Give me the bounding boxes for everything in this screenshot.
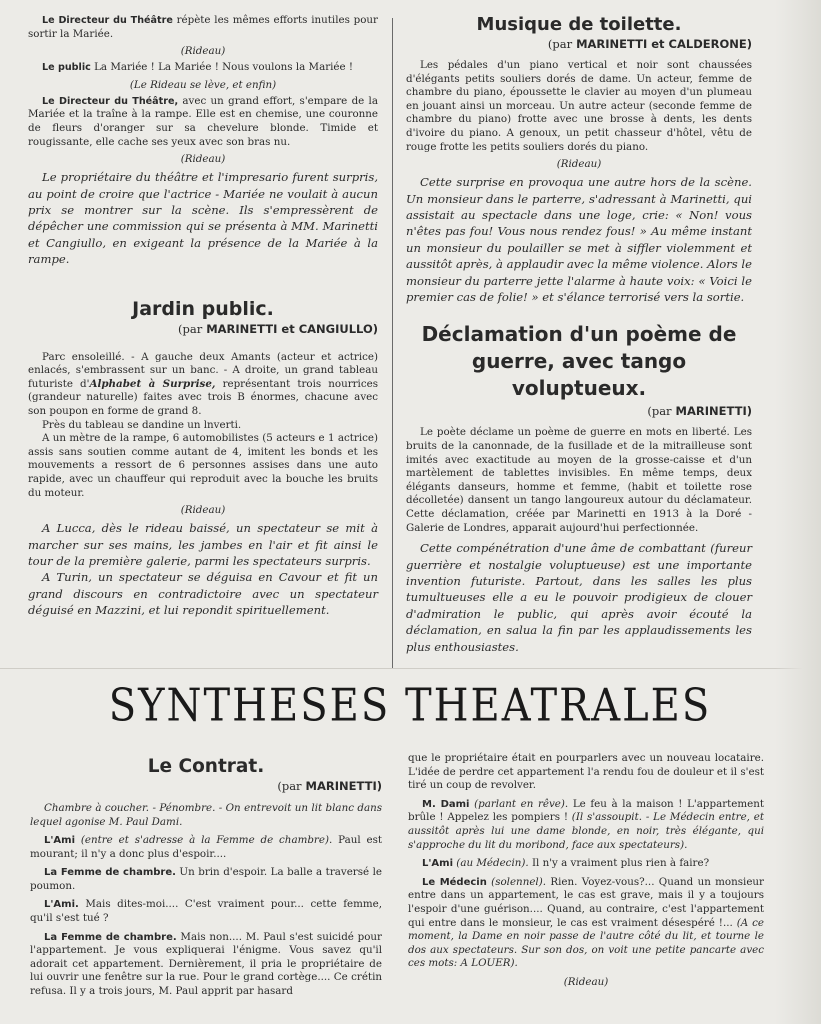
text: Rien. Voyez-vous?... Quand un monsieur entre dans un appartement, le cas est grave, mais il y a toujours l'espoir d'une guérison.... Quand, au contraire, c'est l'appartement qui entre dans le monsieur, le cas est vraiment désespéré !...: [408, 875, 764, 929]
paragraph: [28, 14, 378, 41]
byline-names: MARINETTI et CALDERONE): [572, 37, 752, 51]
rideau: (Rideau): [563, 975, 609, 988]
speaker: L'Ami.: [44, 899, 79, 911]
speaker: Le Directeur du Théâtre: [42, 15, 173, 26]
dialogue-line: [408, 876, 764, 971]
byline: [406, 37, 752, 51]
speaker: M. Dami: [422, 798, 470, 810]
text: Un brin d'espoir. La balle a traversé le poumon.: [30, 866, 382, 892]
speaker: La Femme de chambre.: [44, 867, 176, 879]
paragraph: Les pédales d'un piano vertical et noir sont chaussées d'élégants petits souliers dorés de dame. Un acteur, femme de chambre du piano, époussette le clavier au moyen d'un plumeau en jouant ainsi un morceau. Un autre acteur (seconde femme de chambre du piano) frotte avec une brosse à dents, les dents d'ivoire du piano. A genoux, un petit chasseur d'hôtel, vêtu de rouge frotte les petits souliers dorés du piano.: [406, 59, 752, 153]
italic-paragraph: Le propriétaire du théâtre et l'impresario furent surpris, au point de croire que l'actrice - Mariée ne voulait à aucun prix se montrer sur la scène. Ils s'empressèrent de dépêcher une commission qui se présenta à MM. Marinetti et Cangiullo, en exigeant la présence de la Mariée à la rampe.: [28, 170, 378, 267]
stage-direction: (A ce moment, la Dame en noir passe de l'autre côté du lit, et tourne le dos aux spectateurs. Sur son dos, on voit une petite pancarte avec ces mots: A LOUER).: [408, 916, 764, 970]
speaker: L'Ami: [422, 858, 454, 870]
section-title-jardin: Jardin public.: [132, 297, 274, 320]
byline-names: MARINETTI): [671, 404, 752, 419]
stage-direction: (parlant en rêve).: [469, 797, 569, 810]
rideau: (Rideau): [180, 153, 226, 166]
stage-direction: (au Médecin).: [453, 857, 529, 870]
section-title-declamation: Déclamation d'un poème de guerre, avec tango voluptueux.: [421, 322, 737, 401]
paragraph: [28, 95, 378, 149]
dialogue-line: [30, 866, 382, 893]
byline-par: (par: [547, 37, 573, 51]
stage-direction: (solennel).: [486, 875, 546, 888]
section-title-musique: Musique de toilette.: [476, 14, 682, 35]
text: Parc ensoleillé. - A gauche deux Amants (acteur et actrice) enlacés, s'embrassent sur un banc. - A droite, un grand tableau futuriste d': [28, 350, 378, 390]
text: Le feu à la maison ! L'appartement brûle ! Appelez les pompiers !: [408, 797, 764, 824]
section-divider: [0, 668, 821, 669]
text-italic: Alphabet à Surprise,: [89, 377, 216, 390]
paragraph: [28, 61, 378, 75]
italic-paragraph: Cette compénétration d'une âme de combattant (fureur guerrière et nostalgie voluptueuse) est une importante invention futuriste. Partout, dans les salles les plus tumultueuses elle a eu le pouvoir prodigieux de clouer d'admiration le public, qui après avoir écouté la déclamation, en salua la fin par les applaudissements les plus enthousiastes.: [406, 541, 752, 654]
byline-par: (par: [647, 404, 672, 419]
page-edge-shadow: [775, 0, 821, 1024]
italic-paragraph: Cette surprise en provoqua une autre hors de la scène. Un monsieur dans le parterre, s'adressant à Marinetti, qui assistait au spectacle dans une loge, crie: « Non! vous n'êtes pas fou! Vous nous rendez fous! » Au même instant un monsieur du poulailler se met à siffler violemment et aussitôt après, à applaudir avec la même violence. Alors le monsieur du parterre jette l'alarme à haute voix: « Voici le premier cas de folie! » et s'élance terrorisé vers la sortie.: [406, 175, 752, 304]
dialogue-line: [408, 798, 764, 852]
rideau: (Rideau): [180, 504, 226, 517]
text: Mais dites-moi.... C'est vraiment pour... cette femme, qu'il s'est tué ?: [30, 898, 382, 924]
byline: [406, 404, 752, 418]
text: Il n'y a vraiment plus rien à faire?: [528, 857, 710, 870]
byline: [28, 322, 378, 336]
speaker: L'Ami: [44, 835, 76, 846]
rideau: (Rideau): [180, 45, 226, 58]
text: Mais non.... M. Paul s'est suicidé pour l'appartement. Je vous expliquerai l'énigme. Vous savez qu'il adorait cet appartement. Dernièrement, il pria le propriétaire de lui ouvrir une fenêtre sur la rue. Pour le grand cortège.... Ce crétin refusa. Il y a trois jours, M. Paul apprit par hasard: [30, 930, 382, 997]
right-column: [406, 14, 752, 655]
stage-direction: (Le Rideau se lève, et enfin): [129, 78, 277, 91]
banner-title: SYNTHESES THEATRALES: [108, 680, 712, 732]
speaker: Le Médecin: [422, 876, 487, 888]
text: avec un grand effort, s'empare de la Mariée et la traîne à la rampe. Elle est en chemise, une couronne de fleurs d'oranger sur sa chevelure blonde. Timide et rougissante, elle cache ses yeux avec son bras nu.: [28, 94, 378, 148]
text: répète les mêmes efforts inutiles pour sortir la Mariée.: [28, 14, 378, 40]
italic-paragraph: A Lucca, dès le rideau baissé, un spectateur se mit à marcher sur ses mains, les jambes en l'air et fit ainsi le tour de la première galerie, parmi les spectateurs surpris.: [28, 521, 378, 568]
byline-par: (par: [178, 321, 203, 336]
paragraph: A un mètre de la rampe, 6 automobilistes (5 acteurs e 1 actrice) assis sans soutien comme autant de 4, imitent les bonds et les mouvements a ressort de 6 personnes assises dans une auto rapide, avec un chauffeur qui reproduit avec la bouche les bruits du moteur.: [28, 432, 378, 499]
dialogue-line: [30, 834, 382, 861]
speaker: Le public: [42, 62, 91, 74]
stage-direction: (Il s'assoupit. - Le Médecin entre, et aussitôt après lui une dame blonde, en noir, très élégante, qui s'approche du lit du moribond, face aux spectateurs).: [408, 811, 765, 851]
section-title-contrat: Le Contrat.: [147, 756, 265, 777]
byline-par: (par: [277, 779, 302, 793]
dialogue-line: [30, 931, 382, 999]
text: La Mariée ! La Mariée ! Nous voulons la Mariée !: [90, 61, 354, 74]
stage-direction: Chambre à coucher. - Pénombre. - On entrevoit un lit blanc dans lequel agonise M. Paul Dami.: [30, 802, 382, 828]
left-column: [28, 14, 378, 619]
contrat-right-column: [408, 752, 764, 992]
paragraph: Le poète déclame un poème de guerre en mots en liberté. Les bruits de la canonnade, de la fusillade et de la mitrailleuse sont imités avec exactitude au moyen de la grosse-caisse et d'un martèlement de tablettes invisibles. En même temps, deux élégants danseurs, homme et femme, (habit et toilette rose décolletée) dansent un tango langoureux autour du déclamateur. Cette déclamation, créée par Marinetti en 1913 à la Doré - Galerie de Londres, apparait aujourd'hui perfectionnée.: [406, 426, 752, 534]
speaker: La Femme de chambre.: [44, 931, 177, 943]
paragraph: [28, 351, 378, 419]
speaker: Le Directeur du Théâtre,: [42, 95, 179, 107]
byline: [30, 779, 382, 793]
byline-names: MARINETTI): [301, 779, 382, 793]
dialogue-line: [30, 898, 382, 925]
text: Paul est mourant; il n'y a donc plus d'espoir....: [30, 834, 382, 860]
italic-paragraph: A Turin, un spectateur se déguisa en Cavour et fit un grand discours en contradictoire avec un spectateur déguisé en Mazzini, et lui repondit spirituellement.: [28, 570, 378, 618]
contrat-left-column: [30, 756, 382, 1004]
paragraph: Près du tableau se dandine un lnverti.: [42, 418, 242, 431]
stage-direction: (entre et s'adresse à la Femme de chambre).: [75, 834, 333, 846]
column-divider: [392, 18, 393, 668]
rideau: (Rideau): [556, 158, 602, 171]
dialogue-line: [408, 857, 764, 871]
byline-names: MARINETTI et CANGIULLO): [202, 321, 378, 336]
text: représentant trois nourrices (grandeur naturelle) faites avec trois B énormes, chacune avec son poupon en forme de grand 8.: [28, 377, 378, 417]
paragraph: que le propriétaire était en pourparlers avec un nouveau locataire. L'idée de perdre cet appartement l'a rendu fou de douleur et il s'est tiré un coup de revolver.: [408, 752, 764, 792]
